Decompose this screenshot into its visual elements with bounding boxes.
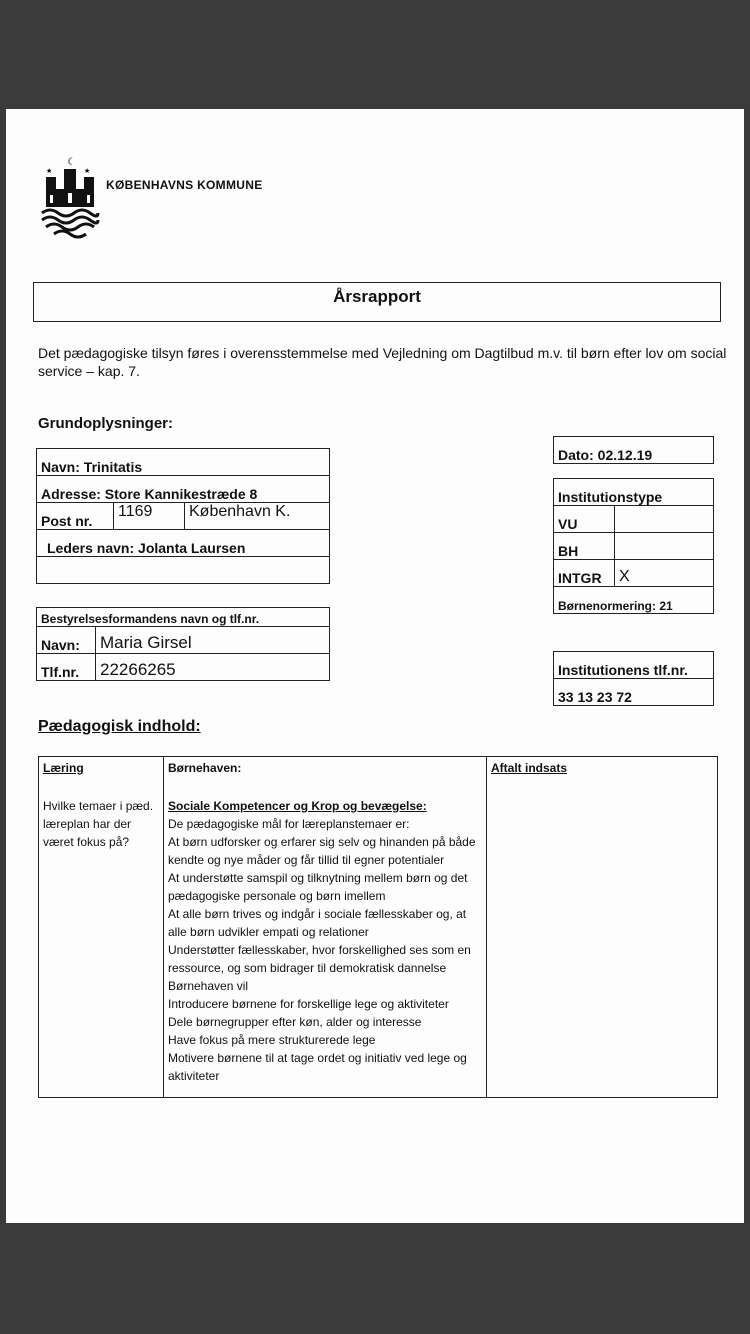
type-vu-label: VU — [554, 506, 615, 533]
board-heading: Bestyrelsesformandens navn og tlf.nr. — [37, 608, 330, 627]
inst-tlf-heading: Institutionens tlf.nr. — [554, 652, 714, 679]
institution-type-table — [553, 478, 714, 614]
board-tlf-value: 22266265 — [96, 654, 330, 681]
content-line: At alle børn trives og indgår i sociale fællesskaber og, at alle børn udvikler empati og relationer — [168, 907, 467, 939]
type-intgr-label: INTGR — [554, 560, 615, 587]
top-background — [0, 0, 750, 109]
intro-text: Det pædagogiske tilsyn føres i overensstemmelse med Vejledning om Dagtilbud m.v. til børn efter lov om social service – kap. 7. — [38, 345, 727, 379]
navn-field: Navn: Trinitatis — [37, 449, 330, 476]
content-table — [38, 756, 718, 1098]
post-nr-value: 1169 — [114, 503, 185, 530]
aftalt-head: Aftalt indsats — [491, 761, 568, 775]
by-value: København K. — [185, 503, 330, 530]
question-text: Hvilke temaer i pæd. læreplan har der været fokus på? — [43, 799, 154, 849]
ped-heading: Pædagogisk indhold: — [38, 718, 201, 735]
adresse-field: Adresse: Store Kannikestræde 8 — [37, 476, 330, 503]
content-line: At børn udforsker og erfarer sig selv og hinanden på både kendte og nye måder og får tillid til egner potentialer — [168, 835, 476, 867]
board-navn-label: Navn: — [37, 627, 96, 654]
dato-field: Dato: 02.12.19 — [554, 437, 714, 464]
bornehaven-head: Børnehaven: — [168, 761, 242, 775]
theme-title: Sociale Kompetencer og Krop og bevægelse: — [168, 799, 427, 813]
content-line: Have fokus på mere strukturerede lege — [168, 1033, 376, 1047]
content-line: De pædagogiske mål for læreplanstemaer er: — [168, 817, 410, 831]
type-bh-mark — [615, 533, 714, 560]
empty-row — [37, 557, 330, 584]
bornehaven-column — [164, 757, 487, 1098]
laering-head: Læring — [43, 761, 84, 775]
board-table — [36, 607, 330, 681]
content-line: Motivere børnene til at tage ordet og initiativ ved lege og aktiviteter — [168, 1051, 467, 1083]
kobenhavn-coat-of-arms-icon — [40, 155, 100, 240]
aftalt-column — [487, 757, 718, 1098]
content-line: At understøtte samspil og tilknytning mellem børn og det pædagogiske personale og børn imellem — [168, 871, 468, 903]
basic-info-table — [36, 448, 330, 584]
org-name: KØBENHAVNS KOMMUNE — [106, 178, 263, 192]
bottom-background — [0, 1223, 750, 1334]
content-line: Introducere børnene for forskellige lege og aktiviteter — [168, 997, 449, 1011]
post-label: Post nr. — [37, 503, 114, 530]
svg-text:★: ★ — [46, 168, 53, 175]
page-title: Årsrapport — [33, 282, 721, 322]
svg-text:★: ★ — [84, 168, 91, 175]
board-navn-value: Maria Girsel — [96, 627, 330, 654]
dato-box — [553, 436, 714, 464]
grund-heading: Grundoplysninger: — [38, 415, 173, 432]
institution-tlf-table — [553, 651, 714, 706]
content-line: Dele børnegrupper efter køn, alder og interesse — [168, 1015, 422, 1029]
board-tlf-label: Tlf.nr. — [37, 654, 96, 681]
type-vu-mark — [615, 506, 714, 533]
content-line: Understøtter fællesskaber, hvor forskellighed ses som en ressource, og som bidrager til demokratisk dannelse — [168, 943, 471, 975]
type-bh-label: BH — [554, 533, 615, 560]
svg-text:☾: ☾ — [67, 157, 76, 168]
type-intgr-mark: X — [615, 560, 714, 587]
inst-type-heading: Institutionstype — [554, 479, 714, 506]
leder-field: Leders navn: Jolanta Laursen — [37, 530, 330, 557]
content-line: Børnehaven vil — [168, 979, 249, 993]
laering-column — [39, 757, 164, 1098]
inst-tlf-value: 33 13 23 72 — [554, 679, 714, 706]
normering-field: Børnenormering: 21 — [554, 587, 714, 614]
